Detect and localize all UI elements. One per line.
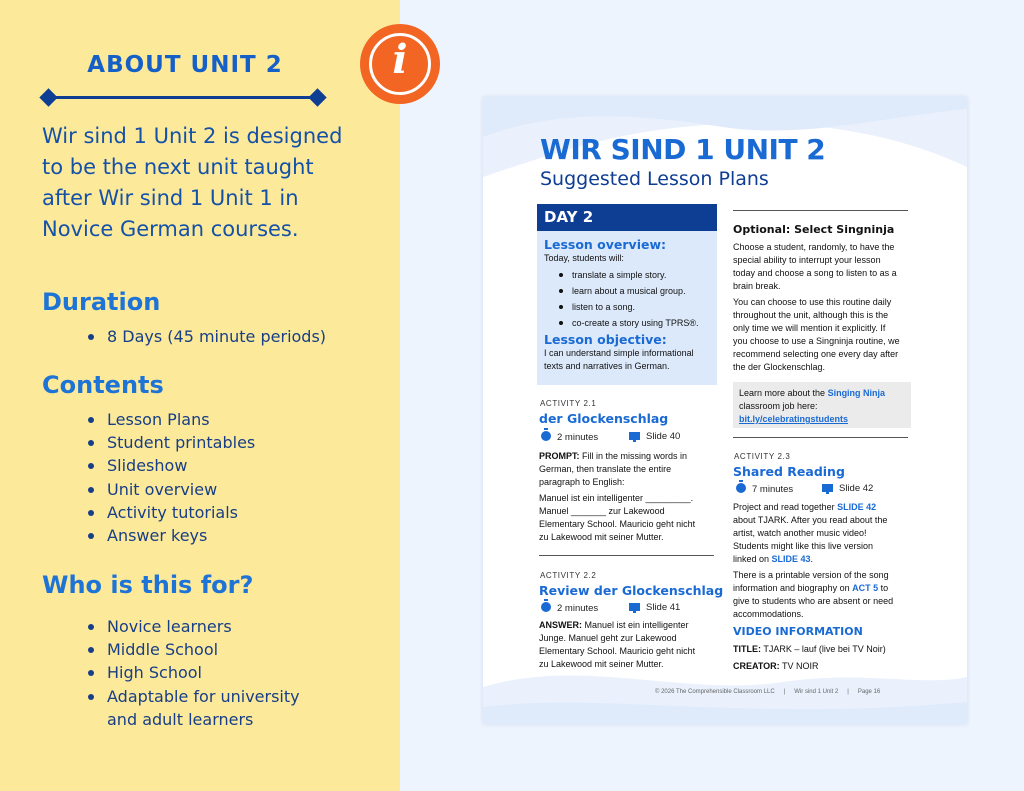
document-subtitle: Suggested Lesson Plans [540,168,769,190]
footer-separator: | [783,689,786,695]
text-span: linked on [733,554,772,564]
list-item [88,685,300,729]
activity-title: Shared Reading [733,464,845,479]
info-icon [360,24,440,104]
list-item: Student printables [88,431,255,454]
text-span: to [878,583,889,593]
text-line: about TJARK. After you read about the [733,515,888,525]
footer-page-number: Page 16 [857,689,881,695]
lesson-overview-lead: Today, students will: [544,253,624,263]
prompt-line: German, then translate the entire [539,464,672,474]
list-item: Activity tutorials [88,501,255,524]
prompt-line: zu Lakewood mit seiner Mutter. [539,532,664,542]
answer-line [539,619,719,632]
activity-duration [736,483,793,495]
prompt-line: Elementary School. Mauricio geht nicht [539,519,696,529]
duration-heading: Duration [42,288,161,316]
video-info-heading: VIDEO INFORMATION [733,625,863,638]
video-info [733,643,923,673]
intro-text [42,121,382,245]
text-line: Students might like this live version [733,541,874,551]
text-line: give to students who are absent or need [733,596,894,606]
activity-answer [539,619,719,671]
footer-unit: Wir sind 1 Unit 2 [794,689,839,695]
activity-title: Review der Glockenschlag [539,583,724,598]
lesson-objective-heading: Lesson objective: [544,332,667,347]
prompt-line [539,450,719,463]
lesson-summary-box [537,231,717,385]
intro-line: Wir sind 1 Unit 2 is designed [42,124,343,148]
list-item: learn about a musical group. [544,284,711,300]
duration-text: 2 minutes [557,432,599,443]
slide-text: Slide 40 [646,431,681,442]
text-line: throughout the unit, although this is the [733,310,889,320]
answer-line: Junge. Manuel geht zur Lakewood [539,633,677,643]
text-line: today and choose a song to listen to as a [733,268,897,278]
info-icon-glyph: i [392,36,408,83]
divider-diamond-right [308,88,326,106]
activity-slide [822,483,873,494]
footer-copyright: © 2026 The Comprehensible Classroom LLC [655,689,775,695]
slide-text: Slide 41 [646,602,681,613]
shared-reading-text [733,501,923,621]
creator-value: TV NOIR [779,661,819,671]
activity-label: ACTIVITY 2.2 [540,571,597,580]
divider-diamond-left [39,88,57,106]
answer-text: Manuel ist ein intelligenter [582,620,689,630]
list-item-text: Adaptable for university [107,686,300,706]
text-line: artist, watch another music video! [733,528,867,538]
activity-slide [629,431,680,442]
activity-duration [541,602,598,614]
text-line: only time we will mention it explicitly. If [733,323,886,333]
text-line: There is a printable version of the song [733,570,889,580]
document-title: WIR SIND 1 UNIT 2 [540,133,826,166]
activity-label: ACTIVITY 2.1 [540,399,597,408]
creator-label: CREATOR: [733,661,780,671]
text-line [733,501,923,514]
list-item: High School [88,661,300,684]
title-value: TJARK – lauf (live bei TV Noir) [761,644,886,654]
singing-ninja-link[interactable]: Singing Ninja [827,388,886,398]
list-item: co-create a story using TPRS®. [544,316,711,332]
intro-line: after Wir sind 1 Unit 1 in [42,186,299,210]
divider [733,437,908,438]
note-line: classroom job here: [739,401,818,411]
about-panel [0,0,400,791]
answer-line: Elementary School. Mauricio geht nicht [539,646,696,656]
celebrating-students-link[interactable]: bit.ly/celebratingstudents [739,414,849,424]
list-item: Unit overview [88,478,255,501]
text-line: accommodations. [733,609,804,619]
note-text: Learn more about the [739,388,828,398]
text-line [733,553,923,566]
text-line: the der Glockenschlag. [733,362,826,372]
note-line [739,387,905,400]
text-line [733,582,923,595]
activity-duration [541,431,598,443]
divider [733,210,908,211]
list-item: 8 Days (45 minute periods) [88,325,326,348]
optional-text [733,241,918,374]
audience-list [88,615,300,729]
text-span: Project and read together [733,502,838,512]
answer-label: ANSWER: [539,620,582,630]
objective-line: texts and narratives in German. [544,361,670,371]
activity-label: ACTIVITY 2.3 [734,452,791,461]
list-item-continuation: and adult learners [107,709,254,729]
stopwatch-icon [541,602,551,612]
divider [539,555,714,556]
page-footer [655,689,880,695]
activity-title: der Glockenschlag [539,411,669,426]
about-title: ABOUT UNIT 2 [87,52,283,78]
text-line: recommend selecting one every day after [733,349,899,359]
singing-ninja-note [733,382,911,428]
text-line: You can choose to use this routine daily [733,297,892,307]
list-item: Novice learners [88,615,300,638]
prompt-line: Manuel ist ein intelligenter _________. [539,493,694,503]
audience-heading: Who is this for? [42,571,254,599]
slide-42-link[interactable]: SLIDE 42 [837,502,877,512]
prompt-text: Fill in the missing words in [579,451,688,461]
list-item: Middle School [88,638,300,661]
activity-prompt [539,450,719,544]
title-label: TITLE: [733,644,761,654]
day-banner: DAY 2 [537,204,717,231]
list-item: Answer keys [88,524,255,547]
lesson-plan-page [483,97,967,724]
duration-text: 2 minutes [557,603,599,614]
objective-line: I can understand simple informational [544,348,694,358]
lesson-overview-list [544,268,711,332]
video-creator-line [733,660,923,673]
slide-text: Slide 42 [839,483,874,494]
stopwatch-icon [541,431,551,441]
text-line: special ability to interrupt your lesson [733,255,881,265]
text-span: information and biography on [733,583,853,593]
stopwatch-icon [736,483,746,493]
list-item: Lesson Plans [88,408,255,431]
video-title-line [733,643,923,656]
intro-line: Novice German courses. [42,217,299,241]
contents-list [88,408,255,547]
lesson-overview-heading: Lesson overview: [544,237,666,252]
text-line: you choose to use a Singninja routine, we [733,336,900,346]
slide-icon [629,603,640,611]
text-line: Choose a student, randomly, to have the [733,242,895,252]
slide-43-link[interactable]: SLIDE 43 [771,554,811,564]
list-item: listen to a song. [544,300,711,316]
slide-icon [822,484,833,492]
footer-separator: | [847,689,849,695]
prompt-label: PROMPT: [539,451,580,461]
answer-line: zu Lakewood mit seiner Mutter. [539,659,664,669]
list-item: translate a simple story. [544,268,711,284]
contents-heading: Contents [42,371,164,399]
duration-list [88,325,326,348]
slide-icon [629,432,640,440]
optional-heading: Optional: Select Singninja [733,223,895,236]
prompt-line: Manuel _______ zur Lakewood [539,506,665,516]
activity-slide [629,602,680,613]
act-5-link[interactable]: ACT 5 [852,583,879,593]
text-span: . [810,554,814,564]
prompt-line: paragraph to English: [539,477,625,487]
about-divider [48,96,318,99]
list-item: Slideshow [88,454,255,477]
intro-line: to be the next unit taught [42,155,314,179]
duration-text: 7 minutes [752,484,794,495]
text-line: brain break. [733,281,781,291]
